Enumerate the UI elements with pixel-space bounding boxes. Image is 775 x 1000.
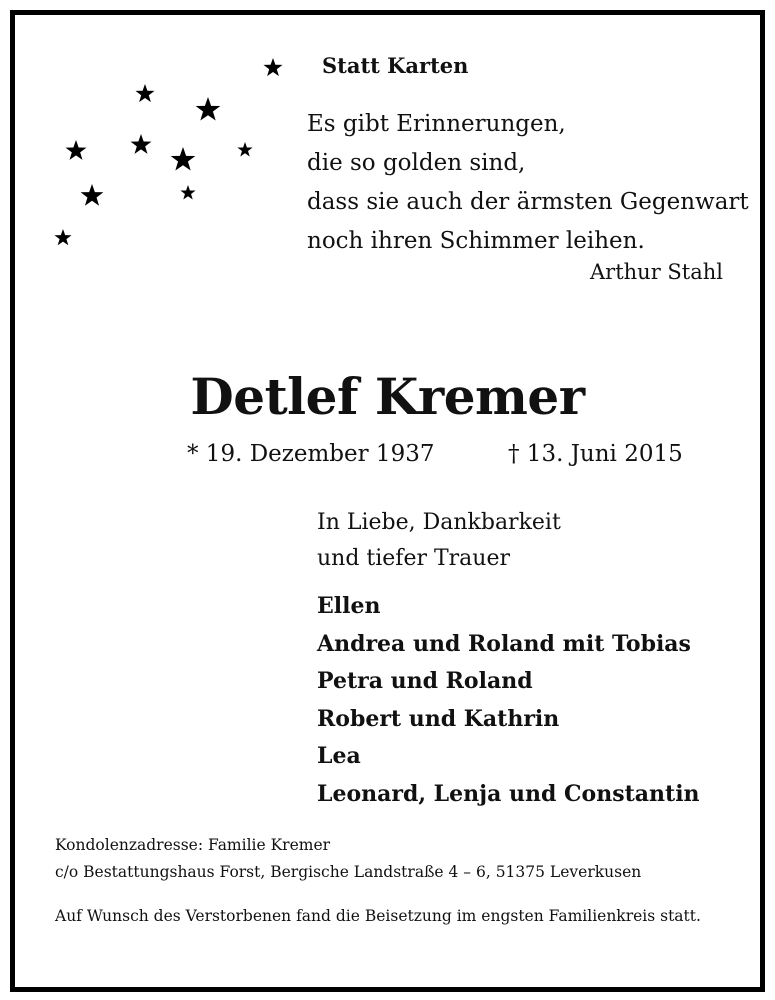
star-icon: [54, 229, 71, 245]
poem-line: die so golden sind,: [307, 150, 526, 176]
deceased-name: Detlef Kremer: [190, 367, 585, 426]
mourning-line: In Liebe, Dankbarkeit: [317, 510, 561, 535]
condolence-line: Kondolenzadresse: Familie Kremer: [55, 836, 331, 854]
family-list: [317, 588, 700, 813]
star-icon: [136, 84, 155, 102]
star-icon: [196, 97, 221, 121]
birth-date: * 19. Dezember 1937: [187, 441, 435, 467]
burial-note: Auf Wunsch des Verstorbenen fand die Beisetzung im engsten Familienkreis statt.: [55, 907, 701, 925]
stars-decoration: [15, 15, 315, 275]
star-icon: [171, 147, 196, 171]
family-member: Ellen: [317, 593, 381, 619]
family-member: Petra und Roland: [317, 668, 533, 694]
condolence-line: c/o Bestattungshaus Forst, Bergische Landstraße 4 – 6, 51375 Leverkusen: [55, 863, 642, 881]
poem-line: dass sie auch der ärmsten Gegenwart: [307, 189, 749, 215]
star-icon: [264, 58, 283, 76]
family-member: Robert und Kathrin: [317, 705, 560, 732]
poem-line: Es gibt Erinnerungen,: [307, 111, 566, 137]
statt-karten-label: Statt Karten: [322, 53, 469, 78]
family-member: Andrea und Roland mit Tobias: [317, 630, 691, 657]
mourning-line: und tiefer Trauer: [317, 546, 510, 571]
mourning-text: [317, 505, 561, 577]
obituary-frame: [10, 10, 765, 992]
star-icon: [131, 134, 152, 154]
star-icon: [237, 142, 252, 156]
poem: [307, 105, 749, 261]
condolence-address: [55, 832, 641, 886]
poem-line: noch ihren Schimmer leihen.: [307, 228, 645, 254]
death-date: † 13. Juni 2015: [508, 441, 683, 467]
star-icon: [66, 140, 87, 160]
star-icon: [81, 184, 104, 206]
family-member: Lea: [317, 743, 361, 769]
family-member: Leonard, Lenja und Constantin: [317, 780, 700, 807]
star-icon: [180, 185, 195, 199]
poem-author: Arthur Stahl: [590, 260, 723, 284]
